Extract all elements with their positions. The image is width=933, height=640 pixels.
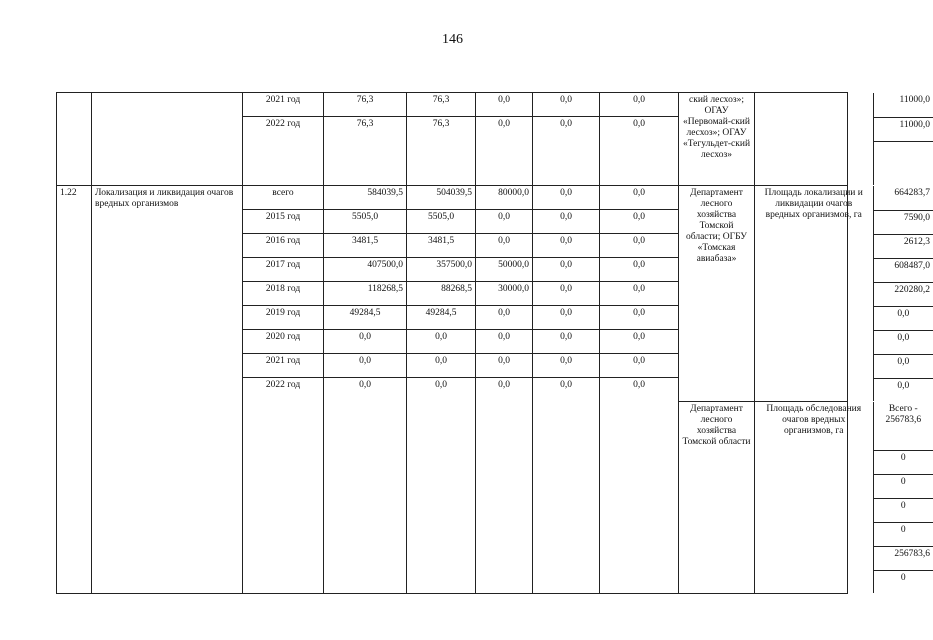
col4-cell: 0,0	[533, 330, 600, 354]
indicator-value: Всего - 256783,6	[873, 402, 933, 450]
fed-cell: 76,3	[407, 93, 476, 117]
col5-cell: 0,0	[600, 117, 679, 186]
col4-cell: 0,0	[533, 186, 600, 210]
fed-cell: 88268,5	[407, 282, 476, 306]
col4-cell: 0,0	[533, 258, 600, 282]
total-cell: 76,3	[324, 117, 407, 186]
executor-cell: Департамент лесного хозяйства Томской области; ОГБУ «Томская авиабаза»	[679, 186, 755, 402]
year-cell: 2022 год	[243, 117, 324, 186]
year-cell: 2021 год	[243, 93, 324, 117]
fed-cell: 0,0	[407, 330, 476, 354]
col5-cell: 0,0	[600, 330, 679, 354]
col5-cell: 0,0	[600, 93, 679, 117]
name-cell: Локализация и ликвидация очагов вредных организмов	[92, 186, 243, 594]
year-cell: 2019 год	[243, 306, 324, 330]
year-cell: 2015 год	[243, 210, 324, 234]
fed-cell: 5505,0	[407, 210, 476, 234]
indicator-block	[755, 93, 930, 186]
num-cell: 1.22	[57, 186, 92, 594]
total-cell: 0,0	[324, 330, 407, 354]
total-cell: 0,0	[324, 378, 407, 594]
col5-cell: 0,0	[600, 186, 679, 210]
col4-cell: 0,0	[533, 117, 600, 186]
col3-cell: 30000,0	[476, 282, 533, 306]
col4-cell: 0,0	[533, 210, 600, 234]
col5-cell: 0,0	[600, 378, 679, 594]
indicator-value: 0	[873, 450, 933, 474]
fed-cell: 504039,5	[407, 186, 476, 210]
fed-cell: 3481,5	[407, 234, 476, 258]
indicator-value: 11000,0	[873, 117, 933, 141]
indicator-value: 0	[873, 522, 933, 546]
col3-cell: 0,0	[476, 117, 533, 186]
indicator-block	[755, 186, 930, 402]
indicator-value: 0,0	[873, 330, 933, 354]
col4-cell: 0,0	[533, 354, 600, 378]
indicator-value: 0,0	[873, 354, 933, 378]
indicator-value: 0	[900, 572, 906, 583]
col5-cell: 0,0	[600, 306, 679, 330]
col3-cell: 80000,0	[476, 186, 533, 210]
col4-cell: 0,0	[533, 93, 600, 117]
indicator-value: 608487,0	[873, 258, 933, 282]
col5-cell: 0,0	[600, 210, 679, 234]
table-row	[57, 93, 848, 117]
indicator-name: Площадь локализации и ликвидации очагов вредных организмов, га	[755, 186, 873, 401]
total-cell: 118268,5	[324, 282, 407, 306]
total-cell: 5505,0	[324, 210, 407, 234]
program-table	[56, 92, 930, 594]
year-cell: всего	[243, 186, 324, 210]
col3-cell: 0,0	[476, 234, 533, 258]
col5-cell: 0,0	[600, 258, 679, 282]
col3-cell: 0,0	[476, 378, 533, 594]
fed-cell: 76,3	[407, 117, 476, 186]
year-cell: 2022 год	[243, 378, 324, 594]
col3-cell: 0,0	[476, 93, 533, 117]
total-cell: 3481,5	[324, 234, 407, 258]
col3-cell: 50000,0	[476, 258, 533, 282]
indicator-value: 256783,6	[873, 546, 933, 570]
col3-cell: 0,0	[476, 306, 533, 330]
year-cell: 2016 год	[243, 234, 324, 258]
name-cell	[92, 93, 243, 186]
indicator-value: 2612,3	[873, 234, 933, 258]
year-cell: 2021 год	[243, 354, 324, 378]
col4-cell: 0,0	[533, 378, 600, 594]
col4-cell: 0,0	[533, 282, 600, 306]
col3-cell: 0,0	[476, 210, 533, 234]
col3-cell: 0,0	[476, 330, 533, 354]
indicator-value: 7590,0	[873, 210, 933, 234]
year-cell: 2018 год	[243, 282, 324, 306]
indicator-value: 11000,0	[873, 93, 933, 117]
total-cell: 407500,0	[324, 258, 407, 282]
indicator-value: 0,0	[873, 306, 933, 330]
total-cell: 0,0	[324, 354, 407, 378]
indicator-value: 220280,2	[873, 282, 933, 306]
indicator-value: 0	[873, 474, 933, 498]
fed-cell: 49284,5	[407, 306, 476, 330]
col4-cell: 0,0	[533, 234, 600, 258]
col5-cell: 0,0	[600, 354, 679, 378]
total-cell: 584039,5	[324, 186, 407, 210]
executor-cell: ский лесхоз»; ОГАУ «Первомай-ский лесхоз»; ОГАУ «Тегульдет-ский лесхоз»	[679, 93, 755, 186]
fed-cell: 357500,0	[407, 258, 476, 282]
col5-cell: 0,0	[600, 282, 679, 306]
num-cell	[57, 93, 92, 186]
indicator-name: Площадь обследования очагов вредных организмов, га	[755, 402, 873, 593]
indicator-value: 0	[873, 498, 933, 522]
col3-cell: 0,0	[476, 354, 533, 378]
indicator-block	[755, 402, 930, 594]
total-cell: 49284,5	[324, 306, 407, 330]
indicator-value: 0,0	[897, 380, 910, 391]
total-cell: 76,3	[324, 93, 407, 117]
table-row	[57, 186, 848, 210]
year-cell: 2020 год	[243, 330, 324, 354]
col4-cell: 0,0	[533, 306, 600, 330]
fed-cell: 0,0	[407, 354, 476, 378]
indicator-value: 664283,7	[873, 186, 933, 210]
year-cell: 2017 год	[243, 258, 324, 282]
page-number: 146	[442, 32, 463, 47]
fed-cell: 0,0	[407, 378, 476, 594]
executor-cell: Департамент лесного хозяйства Томской области	[679, 402, 755, 594]
col5-cell: 0,0	[600, 234, 679, 258]
